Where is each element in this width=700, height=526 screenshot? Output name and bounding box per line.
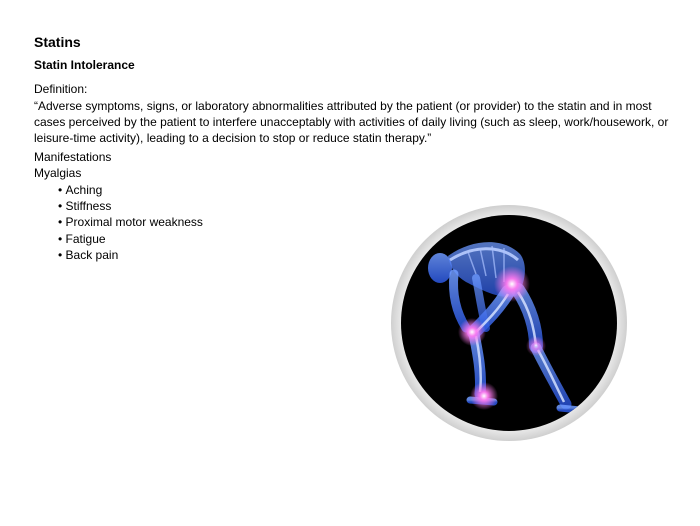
- slide-subtitle: Statin Intolerance: [34, 58, 135, 72]
- joint-pain-illustration: [390, 204, 628, 442]
- manifestations-label: Manifestations: [34, 150, 112, 164]
- pain-knee-front: [458, 318, 486, 346]
- symptom-item: • Proximal motor weakness: [58, 214, 203, 230]
- definition-label: Definition:: [34, 82, 88, 96]
- definition-text: “Adverse symptoms, signs, or laboratory abnormalities attributed by the patient (or provider) to the statin and in most cases perceived by the patient to interfere unacceptably with activities of daily living (such as sleep, work/housework, or leisure-time activity), leading to a decision to stop or reduce statin therapy.”: [34, 99, 669, 145]
- symptom-list: [58, 182, 203, 263]
- myalgias-label: Myalgias: [34, 166, 82, 180]
- pain-ankle: [470, 382, 498, 410]
- symptom-item: • Fatigue: [58, 231, 203, 247]
- symptom-item: • Aching: [58, 182, 203, 198]
- pain-knee-back: [526, 336, 546, 356]
- slide-title: Statins: [34, 34, 81, 50]
- pain-hip: [494, 266, 530, 302]
- symptom-item: • Back pain: [58, 247, 203, 263]
- symptom-item: • Stiffness: [58, 198, 203, 214]
